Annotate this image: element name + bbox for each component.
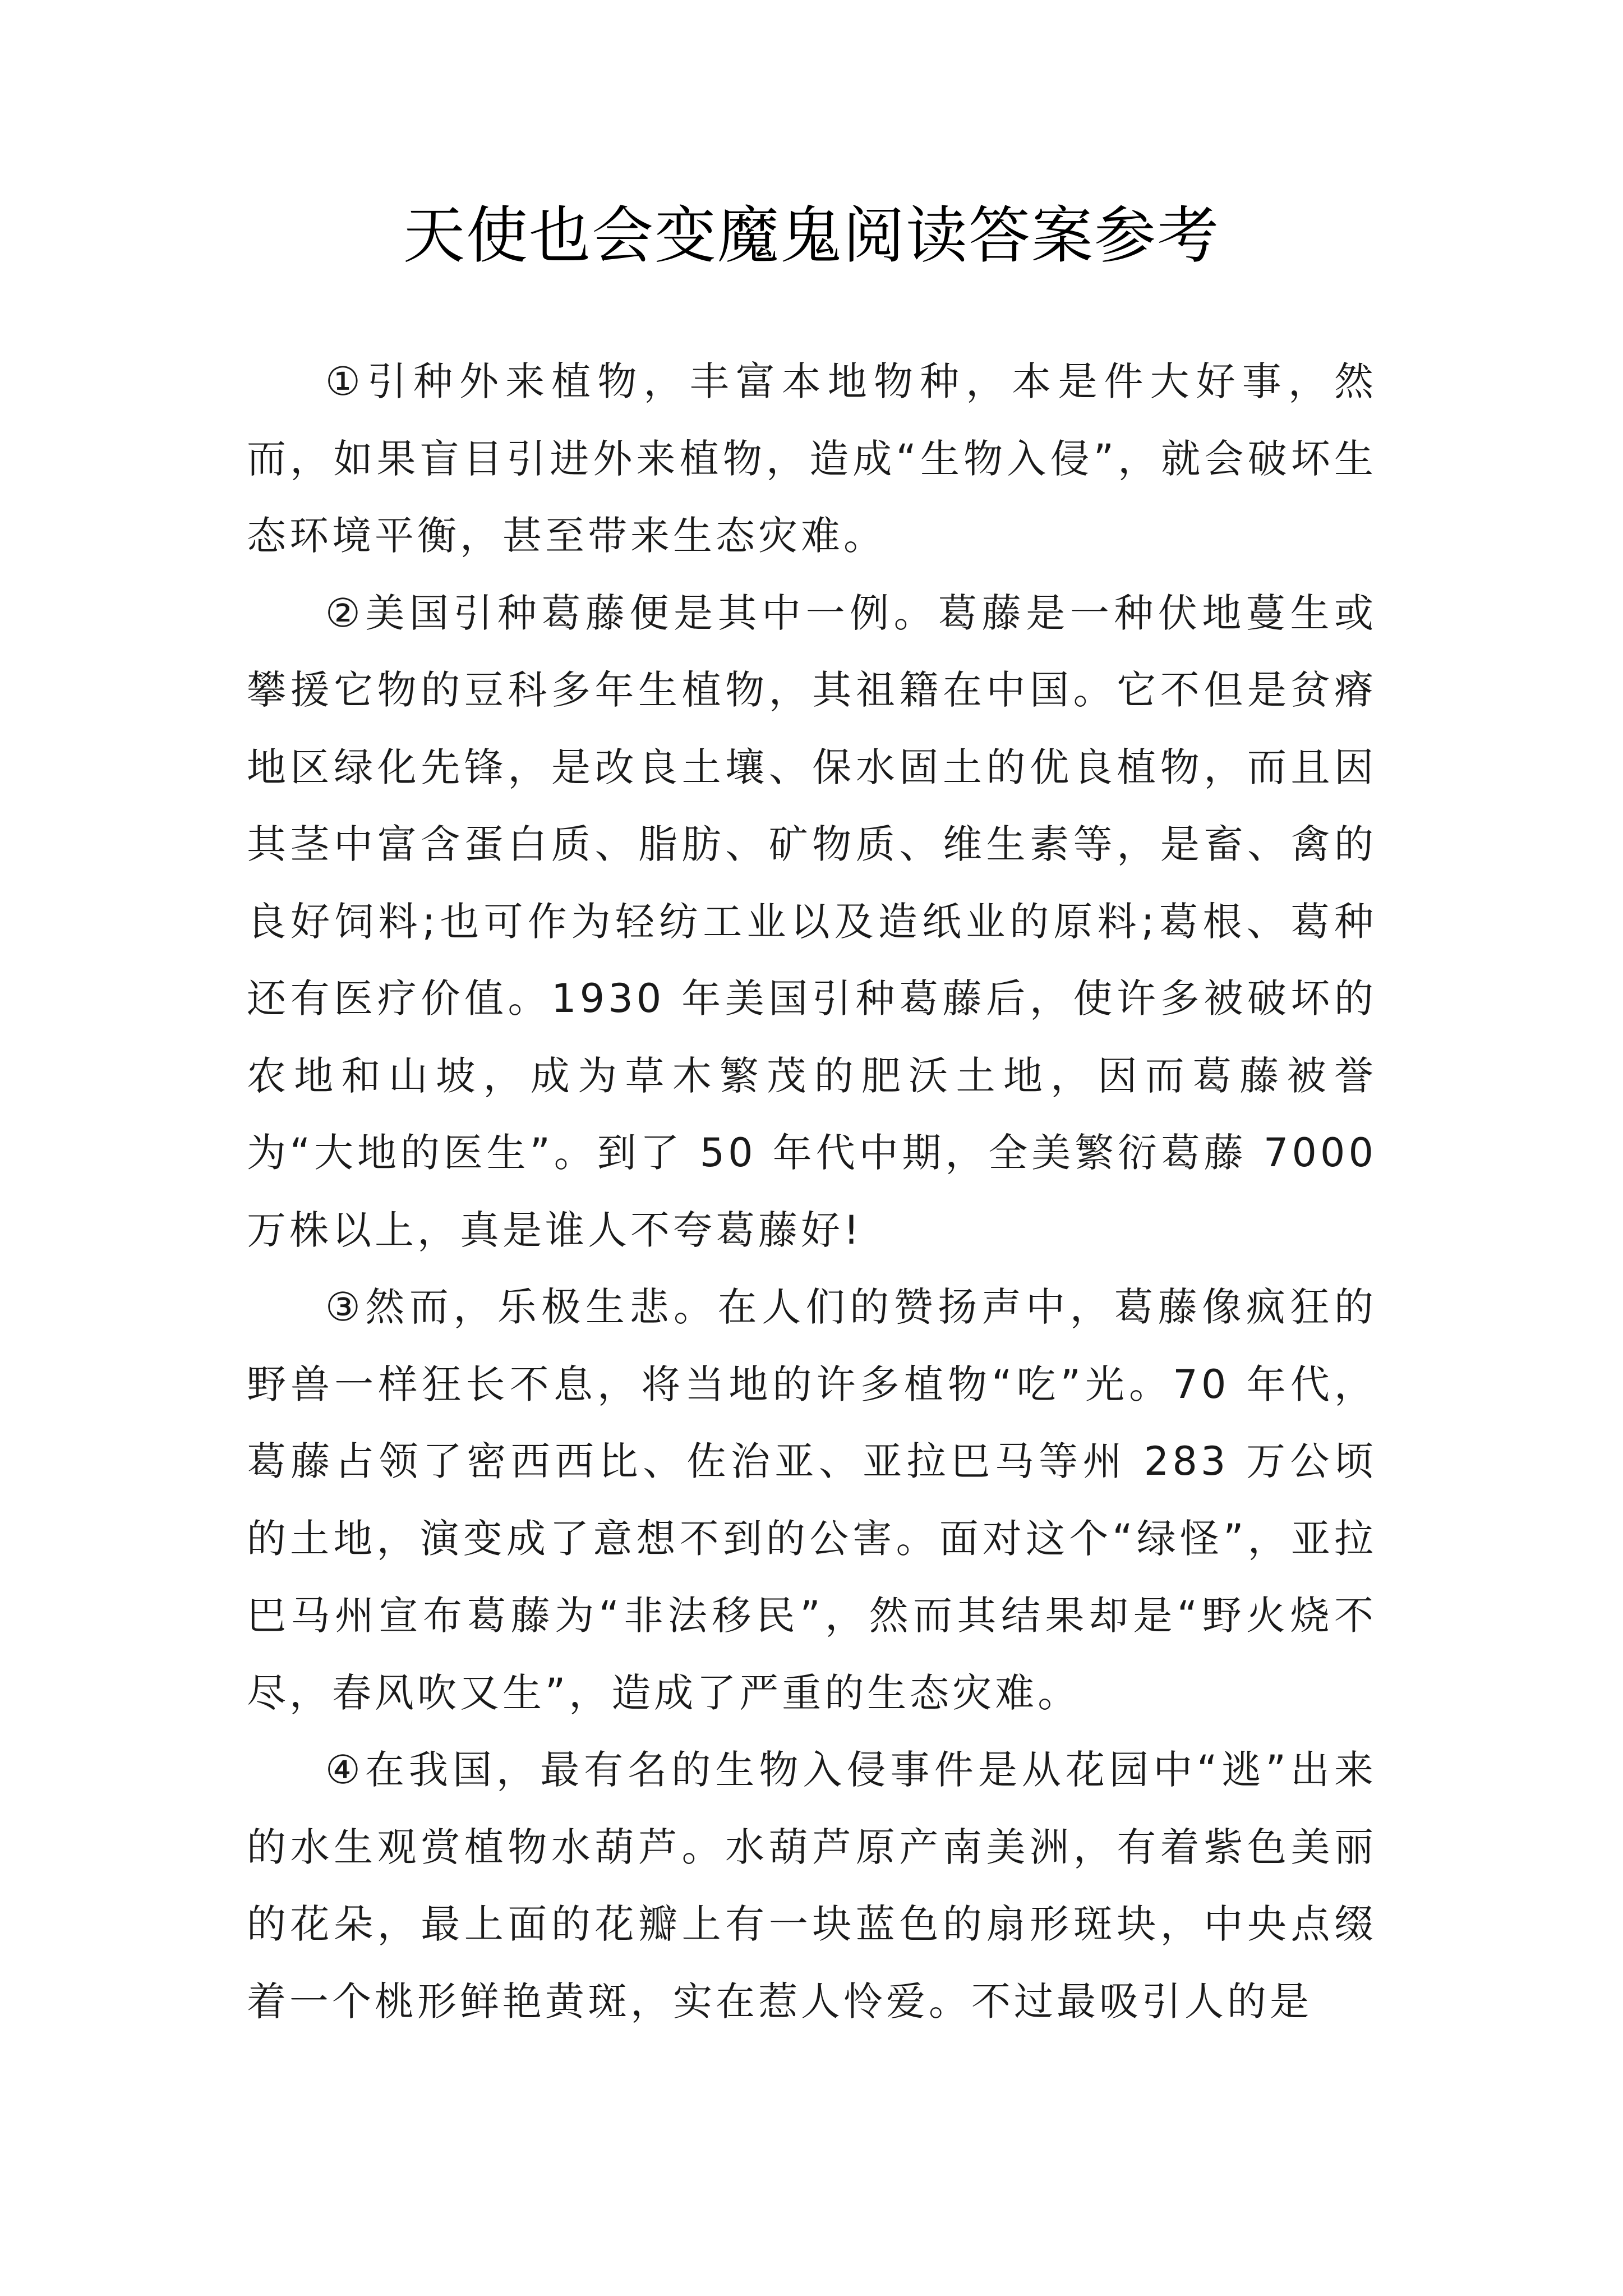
paragraph-3: ③然而，乐极生悲。在人们的赞扬声中，葛藤像疯狂的野兽一样狂长不息，将当地的许多植物“吃”光。70 年代，葛藤占领了密西西比、佐治亚、亚拉巴马等州 283 万公顷的土地，演变成了意想不到的公害。面对这个“绿怪”，亚拉巴马州宣布葛藤为“非法移民”，然而其结果却是“野火烧不尽，春风吹又生”，造成了严重的生态灾难。 bbox=[247, 1284, 1377, 1716]
paragraph-2: ②美国引种葛藤便是其中一例。葛藤是一种伏地蔓生或攀援它物的豆科多年生植物，其祖籍在中国。它不但是贫瘠地区绿化先锋，是改良土壤、保水固土的优良植物，而且因其茎中富含蛋白质、脂肪、矿物质、维生素等，是畜、禽的良好饲料;也可作为轻纺工业以及造纸业的原料;葛根、葛种还有医疗价值。1930 年美国引种葛藤后，使许多被破坏的农地和山坡，成为草木繁茂的肥沃土地，因而葛藤被誉为“大地的医生”。到了 50 年代中期，全美繁衍葛藤 7000 万株以上，真是谁人不夸葛藤好! bbox=[247, 590, 1377, 1253]
paragraph-1: ①引种外来植物，丰富本地物种，本是件大好事，然而，如果盲目引进外来植物，造成“生物入侵”，就会破坏生态环境平衡，甚至带来生态灾难。 bbox=[247, 358, 1377, 559]
paragraph-4: ④在我国，最有名的生物入侵事件是从花园中“逃”出来的水生观赏植物水葫芦。水葫芦原产南美洲，有着紫色美丽的花朵，最上面的花瓣上有一块蓝色的扇形斑块，中央点缀着一个桃形鲜艳黄斑，实在惹人怜爱。不过最吸引人的是 bbox=[247, 1747, 1377, 2024]
document-body bbox=[247, 343, 1377, 2040]
document-title: 天使也会变魔鬼阅读答案参考 bbox=[403, 200, 1220, 272]
